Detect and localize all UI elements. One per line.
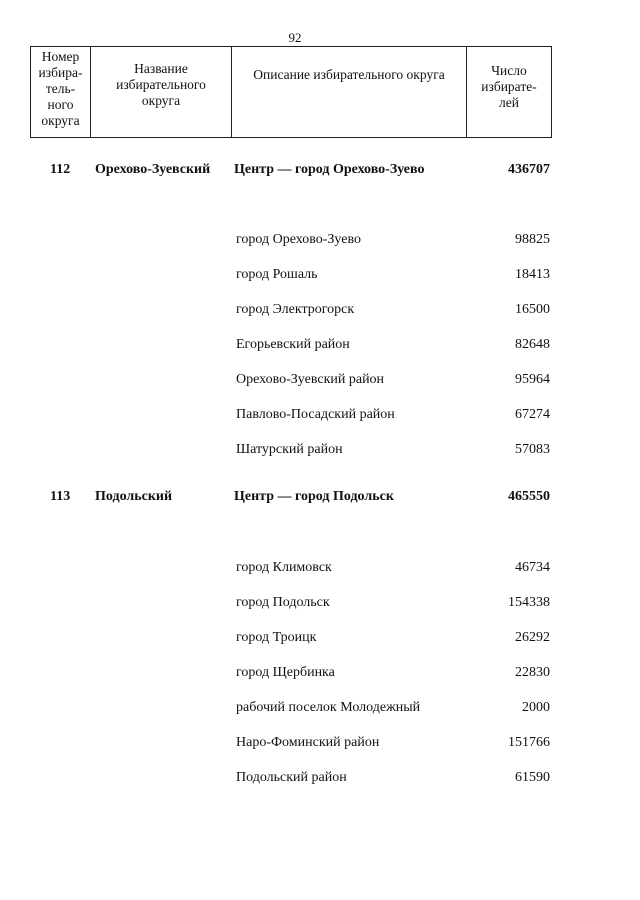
area-name: город Подольск bbox=[236, 595, 330, 610]
district-rows bbox=[0, 232, 640, 477]
area-name: Орехово-Зуевский район bbox=[236, 372, 385, 387]
table-row bbox=[0, 232, 640, 267]
district-heading-row bbox=[0, 162, 640, 182]
district-total: 436707 bbox=[508, 162, 550, 177]
table-row bbox=[0, 560, 640, 595]
voter-count: 67274 bbox=[515, 407, 550, 422]
voter-count: 98825 bbox=[515, 232, 550, 247]
area-name: город Щербинка bbox=[236, 665, 335, 680]
district-center: Центр — город Подольск bbox=[234, 489, 394, 504]
area-name: рабочий поселок Молодежный bbox=[236, 700, 421, 715]
voter-count: 2000 bbox=[522, 700, 550, 715]
voter-count: 22830 bbox=[515, 665, 550, 680]
page-number: 92 bbox=[288, 30, 302, 45]
area-name: Павлово-Посадский район bbox=[236, 407, 395, 422]
table-row bbox=[0, 337, 640, 372]
district-name: Подольский bbox=[95, 489, 173, 504]
area-name: Наро-Фоминский район bbox=[236, 735, 380, 750]
header-district-number: Номер избира- тель- ного округа bbox=[31, 47, 91, 137]
table-row bbox=[0, 735, 640, 770]
district-center: Центр — город Орехово-Зуево bbox=[234, 162, 425, 177]
area-name: город Электрогорск bbox=[236, 302, 355, 317]
voter-count: 26292 bbox=[515, 630, 550, 645]
voter-count: 46734 bbox=[515, 560, 550, 575]
area-name: город Климовск bbox=[236, 560, 332, 575]
voter-count: 61590 bbox=[515, 770, 550, 785]
table-row bbox=[0, 302, 640, 337]
district-block bbox=[0, 162, 640, 457]
voter-count: 154338 bbox=[508, 595, 550, 610]
area-name: город Орехово-Зуево bbox=[236, 232, 361, 247]
table-header bbox=[30, 46, 552, 138]
table-row bbox=[0, 630, 640, 665]
table-row bbox=[0, 595, 640, 630]
table-row bbox=[0, 407, 640, 442]
voter-count: 95964 bbox=[515, 372, 550, 387]
area-name: Подольский район bbox=[236, 770, 347, 785]
table-row bbox=[0, 442, 640, 477]
area-name: Егорьевский район bbox=[236, 337, 350, 352]
area-name: Шатурский район bbox=[236, 442, 343, 457]
table-row bbox=[0, 665, 640, 700]
district-number: 112 bbox=[50, 162, 71, 177]
table-row bbox=[0, 770, 640, 805]
area-name: город Троицк bbox=[236, 630, 317, 645]
voter-count: 151766 bbox=[508, 735, 550, 750]
header-district-description: Описание избирательного округа bbox=[232, 47, 467, 137]
voter-count: 82648 bbox=[515, 337, 550, 352]
district-block bbox=[0, 489, 640, 785]
table-row bbox=[0, 267, 640, 302]
voter-count: 57083 bbox=[515, 442, 550, 457]
district-rows bbox=[0, 560, 640, 805]
header-voter-count: Число избирате- лей bbox=[481, 63, 537, 110]
voter-count: 18413 bbox=[515, 267, 550, 282]
area-name: город Рошаль bbox=[236, 267, 318, 282]
table-row bbox=[0, 700, 640, 735]
table-row bbox=[0, 372, 640, 407]
voter-count: 16500 bbox=[515, 302, 550, 317]
district-total: 465550 bbox=[508, 489, 550, 504]
header-district-name: Название избирательного округа bbox=[91, 47, 232, 137]
district-heading-row bbox=[0, 489, 640, 509]
district-number: 113 bbox=[50, 489, 71, 504]
district-name: Орехово-Зуевский bbox=[95, 162, 211, 177]
